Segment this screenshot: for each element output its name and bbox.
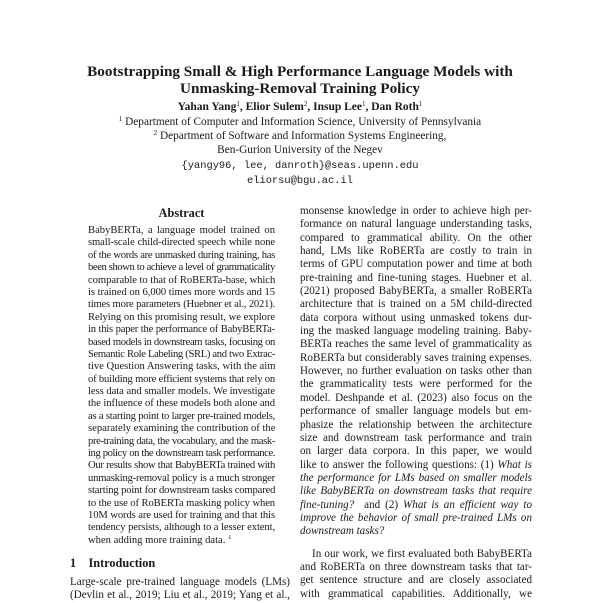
text-line: get sentence structure and are closely associated bbox=[300, 574, 532, 587]
text-line: small-scale child-directed speech while none bbox=[88, 237, 275, 249]
text-line: tive Question Answering tasks, with the aim bbox=[88, 361, 275, 373]
abstract-heading: Abstract bbox=[158, 206, 205, 220]
text-line: hand, LMs like RoBERTa are costly to train in bbox=[300, 245, 532, 258]
text-line: BERTa reaches the same level of grammaticality as bbox=[300, 338, 532, 351]
text-line: Relying on this promising result, we explore bbox=[88, 311, 275, 323]
abstract-body bbox=[88, 225, 275, 547]
text-line: and RoBERTa on three downstream tasks that tar- bbox=[300, 560, 532, 573]
text-line: fine-tuning? and (2) What is an efficient way to bbox=[300, 498, 532, 511]
text-line: when adding more training data. $^1$ bbox=[88, 534, 232, 546]
text-line: terms of GPU computation power and time at both bbox=[300, 258, 532, 271]
text-line: pre-training data, the vocabulary, and the mask- bbox=[88, 435, 275, 447]
text-line: model. Deshpande et al. (2023) also focus on the bbox=[300, 391, 532, 404]
text-line: the grammaticality tests were performed for the bbox=[300, 378, 532, 391]
text-line: In our work, we first evaluated both BabyBERTa bbox=[312, 547, 532, 560]
affiliations bbox=[0, 115, 600, 157]
author-list: Yahan Yang$^1$, Elior Sulem$^2$, Insup Lee$^1$, Dan Roth$^1$ bbox=[177, 100, 423, 113]
text-line: BabyBERTa, a language model trained on bbox=[88, 225, 275, 236]
intro-heading: 1 Introduction bbox=[70, 556, 156, 570]
footnote-mark: 1 bbox=[228, 534, 232, 541]
text-line: However, no further evaluation on tasks other than bbox=[300, 365, 532, 378]
author: Yahan Yang$^1$ bbox=[177, 100, 240, 113]
title-line: Unmasking-Removal Training Policy bbox=[180, 80, 420, 97]
text-line: Semantic Role Labeling (SRL) and two Extrac- bbox=[88, 348, 275, 360]
text-line: with grammatical capabilities. Additionally, we bbox=[300, 587, 532, 600]
text-line: comparable to that of RoBERTa-base, which bbox=[88, 274, 275, 286]
text-line: formance on natural language understanding tasks, bbox=[300, 218, 532, 231]
text-line: the performance for LMs based on smaller models bbox=[300, 471, 532, 484]
text-line: the influence of these models both alone and bbox=[88, 398, 275, 410]
text-line: phasize the relationship between the architecture bbox=[300, 418, 532, 431]
affiliation: $^1$ Department of Computer and Information Science, University of Pennsylvania bbox=[118, 115, 482, 128]
author: Elior Sulem$^2$ bbox=[245, 100, 308, 113]
text-line: 10M words are used for training and that this bbox=[88, 509, 275, 521]
text-line: size and downstream task performance and train bbox=[300, 431, 532, 444]
text-line: Our results show that BabyBERTa trained with bbox=[88, 460, 275, 472]
affiliation: Ben-Gurion University of the Negev bbox=[217, 144, 383, 156]
text-line: unmasking-removal policy is a much stronger bbox=[88, 472, 275, 484]
author: Dan Roth$^1$ bbox=[371, 100, 423, 113]
text-line: of building more efficient systems that rely on bbox=[88, 373, 275, 385]
text-line: ing policy on the downstream task performance. bbox=[88, 448, 275, 460]
text-line: Large-scale pre-trained language models (LMs) bbox=[70, 576, 290, 588]
text-line: tendency persists, although to a lesser extent, bbox=[88, 522, 275, 534]
text-line: improve the behavior of small pre-trained LMs on bbox=[300, 511, 532, 524]
text-line: on larger data corpora. In this paper, we would bbox=[300, 445, 532, 458]
email: {yangy96, lee, danroth}@seas.upenn.edu bbox=[181, 160, 419, 172]
text-line: downstream tasks? bbox=[300, 525, 385, 538]
paper-title bbox=[0, 63, 600, 97]
text-line: like BabyBERTa on downstream tasks that require bbox=[300, 485, 532, 498]
text-line: separately examining the contribution of the bbox=[88, 423, 275, 435]
text-line: less data and smaller models. We investigate bbox=[88, 386, 275, 398]
text-line: of the words are unmasked during training, has bbox=[88, 249, 275, 261]
text-line: starting point for downstream tasks compared bbox=[88, 485, 275, 497]
text-line: pre-training and fine-tuning stages. Huebner et al. bbox=[300, 271, 532, 284]
text-line: ing the masked language modeling training. Baby- bbox=[300, 325, 532, 338]
text-line: been shown to achieve a level of grammaticality bbox=[88, 262, 275, 274]
text-line: data corpora without using unmasked tokens dur- bbox=[300, 311, 532, 324]
right-column bbox=[300, 205, 532, 601]
text-line: like to answer the following questions: (1) What is bbox=[300, 458, 532, 471]
text-line: monsense knowledge in order to achieve high per- bbox=[300, 205, 532, 217]
text-line: as a starting point to larger pre-trained models, bbox=[88, 410, 275, 422]
text-line: performance of smaller language models but em- bbox=[300, 405, 532, 418]
text-line: compared to grammatical ability. On the other bbox=[300, 231, 532, 244]
text-line: architecture that is trained on a 5M child-directed bbox=[300, 298, 532, 311]
email: eliorsu@bgu.ac.il bbox=[246, 175, 353, 187]
affiliation: $^2$ Department of Software and Information Systems Engineering, bbox=[153, 129, 447, 142]
title-line: Bootstrapping Small & High Performance Language Models with bbox=[87, 63, 513, 80]
text-line: based models in downstream tasks, focusing on bbox=[88, 336, 275, 348]
text-line: RoBERTa but considerably saves training expenses. bbox=[300, 351, 532, 364]
text-line: (Devlin et al., 2019; Liu et al., 2019; Yang et al., bbox=[70, 589, 290, 602]
text-line: in this paper the performance of BabyBERTa- bbox=[88, 324, 275, 336]
text-line: times more parameters (Huebner et al., 2021). bbox=[88, 299, 275, 311]
text-line: to the use of RoBERTa masking policy when bbox=[88, 497, 275, 509]
author: Insup Lee$^1$ bbox=[313, 100, 366, 113]
text-line: (2021) proposed BabyBERTa, a smaller RoBERTa bbox=[300, 285, 532, 298]
emails bbox=[0, 159, 600, 189]
text-line: is trained on 6,000 times more words and 15 bbox=[88, 286, 275, 298]
intro-body bbox=[70, 576, 290, 603]
